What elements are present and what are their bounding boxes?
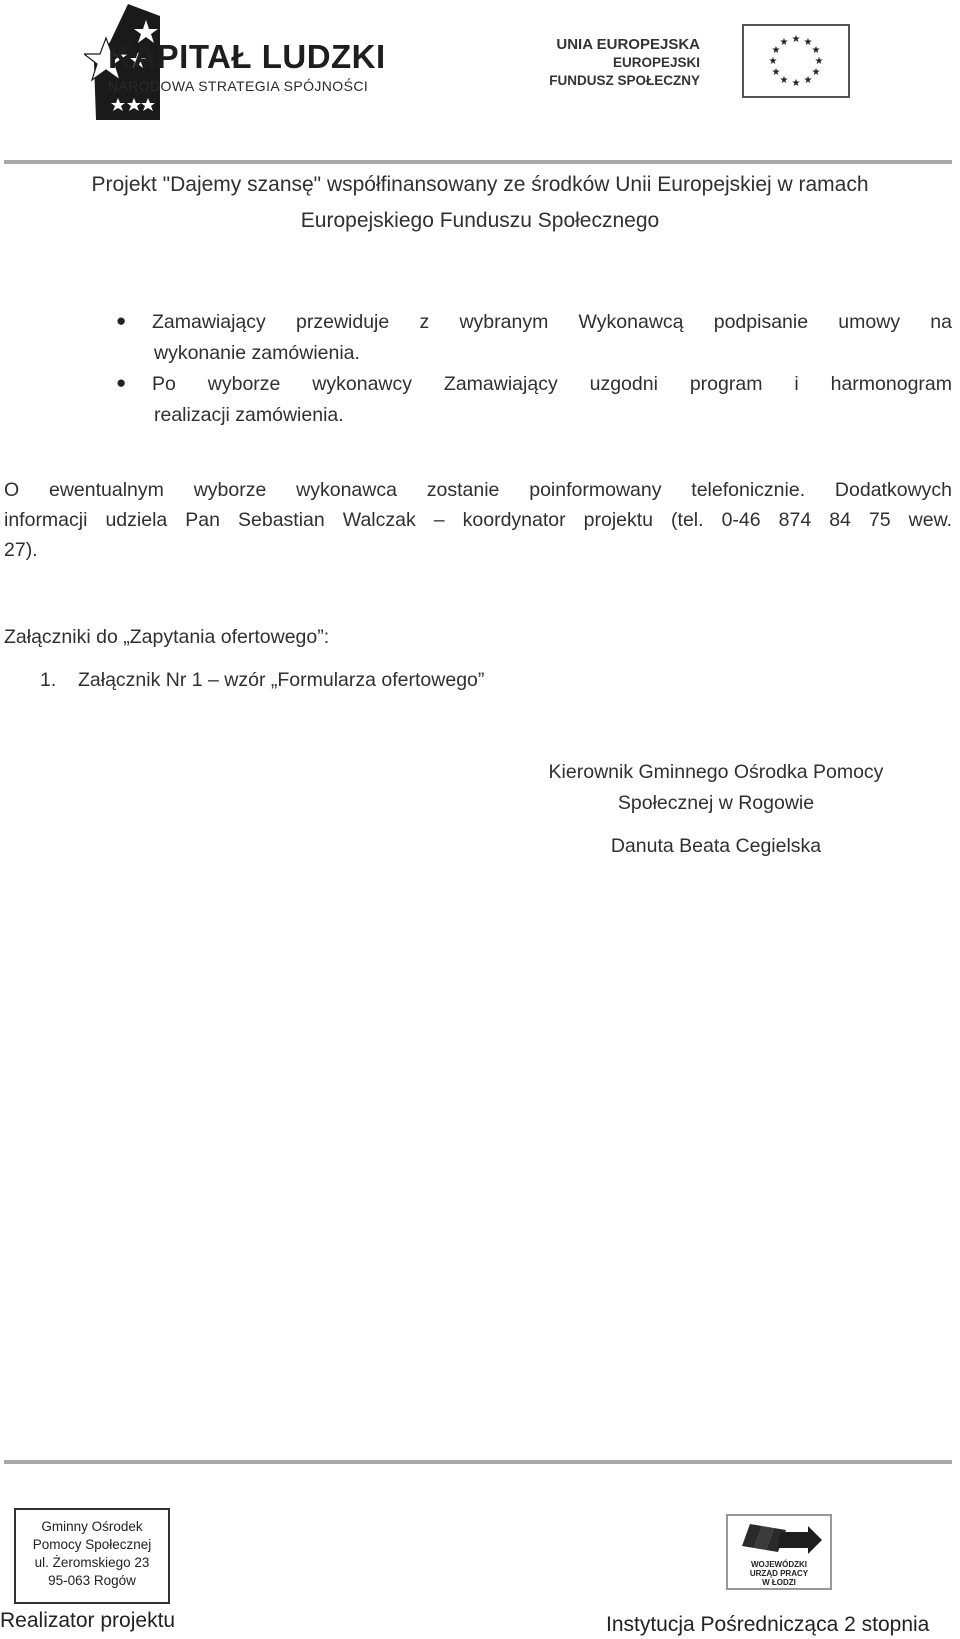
- attachments-heading: Załączniki do „Zapytania ofertowego”:: [4, 626, 330, 648]
- svg-text:★: ★: [803, 37, 813, 48]
- bullet-icon: ●: [116, 311, 127, 330]
- wup-arrows-icon: [728, 1518, 830, 1562]
- bullet-1-line1: Zamawiający przewiduje z wybranym Wykonawcą podpisanie umowy na: [152, 311, 952, 333]
- signature-name: Danuta Beata Cegielska: [610, 835, 822, 857]
- svg-text:★: ★: [768, 56, 778, 67]
- svg-text:★: ★: [779, 37, 789, 48]
- kapital-ludzki-subtitle: NARODOWA STRATEGIA SPÓJNOŚCI: [108, 78, 369, 94]
- eu-logo-line1: UNIA EUROPEJSKA: [556, 36, 700, 53]
- bullet-2-line1: Po wyborze wykonawcy Zamawiający uzgodni program i harmonogram: [152, 373, 952, 395]
- kapital-ludzki-title: KAPITAŁ LUDZKI: [108, 38, 386, 75]
- signature-role-line2: Społecznej w Rogowie: [617, 792, 815, 814]
- attachment-number: 1.: [40, 669, 57, 691]
- svg-text:★: ★: [814, 56, 824, 67]
- bullet-icon: ●: [116, 373, 127, 392]
- info-line-2: informacji udziela Pan Sebastian Walczak – koordynator projektu (tel. 0-46 874 84 75 wew.: [4, 509, 952, 531]
- address-line: 95-063 Rogów: [48, 1573, 136, 1588]
- svg-text:★: ★: [803, 75, 813, 86]
- wup-logo-text: [728, 1560, 830, 1587]
- address-line: ul. Żeromskiego 23: [34, 1555, 150, 1570]
- header-divider: [4, 160, 952, 164]
- wup-line: URZĄD PRACY: [749, 1569, 809, 1578]
- wup-line: WOJEWÓDZKI: [751, 1560, 807, 1569]
- bullet-1-line2: wykonanie zamówienia.: [154, 342, 360, 364]
- eu-logo-line3: FUNDUSZ SPOŁECZNY: [549, 73, 700, 88]
- eu-logo-line2: EUROPEJSKI: [612, 55, 700, 70]
- signature-role-line1: Kierownik Gminnego Ośrodka Pomocy: [548, 761, 884, 783]
- wup-logo: [726, 1514, 832, 1590]
- footer-divider: [4, 1460, 952, 1464]
- info-line-1: O ewentualnym wyborze wykonawca zostanie poinformowany telefonicznie. Dodatkowych: [4, 479, 952, 501]
- wup-line: W ŁODZI: [762, 1578, 796, 1587]
- eu-flag-icon: [742, 24, 850, 98]
- svg-text:★: ★: [791, 78, 801, 89]
- realizator-caption: Realizator projektu: [0, 1609, 176, 1632]
- bullet-2-line2: realizacji zamówienia.: [154, 404, 344, 426]
- intermediate-institution-caption: Instytucja Pośrednicząca 2 stopnia: [606, 1613, 930, 1636]
- svg-text:★: ★: [811, 67, 821, 78]
- svg-text:★: ★: [791, 34, 801, 45]
- svg-text:★: ★: [771, 67, 781, 78]
- svg-text:★: ★: [779, 75, 789, 86]
- info-line-3: 27).: [4, 539, 38, 561]
- svg-text:★: ★: [811, 45, 821, 56]
- attachment-item: Załącznik Nr 1 – wzór „Formularza ofertowego”: [78, 669, 485, 691]
- project-line-1: Projekt "Dajemy szansę" współfinansowany ze środków Unii Europejskiej w ramach: [91, 173, 869, 196]
- address-line: Pomocy Społecznej: [32, 1537, 152, 1552]
- address-line: Gminny Ośrodek: [41, 1519, 143, 1534]
- project-line-2: Europejskiego Funduszu Społecznego: [300, 209, 660, 232]
- eu-logo-text: [500, 36, 700, 90]
- realizator-address-box: [14, 1508, 170, 1604]
- svg-text:★: ★: [771, 45, 781, 56]
